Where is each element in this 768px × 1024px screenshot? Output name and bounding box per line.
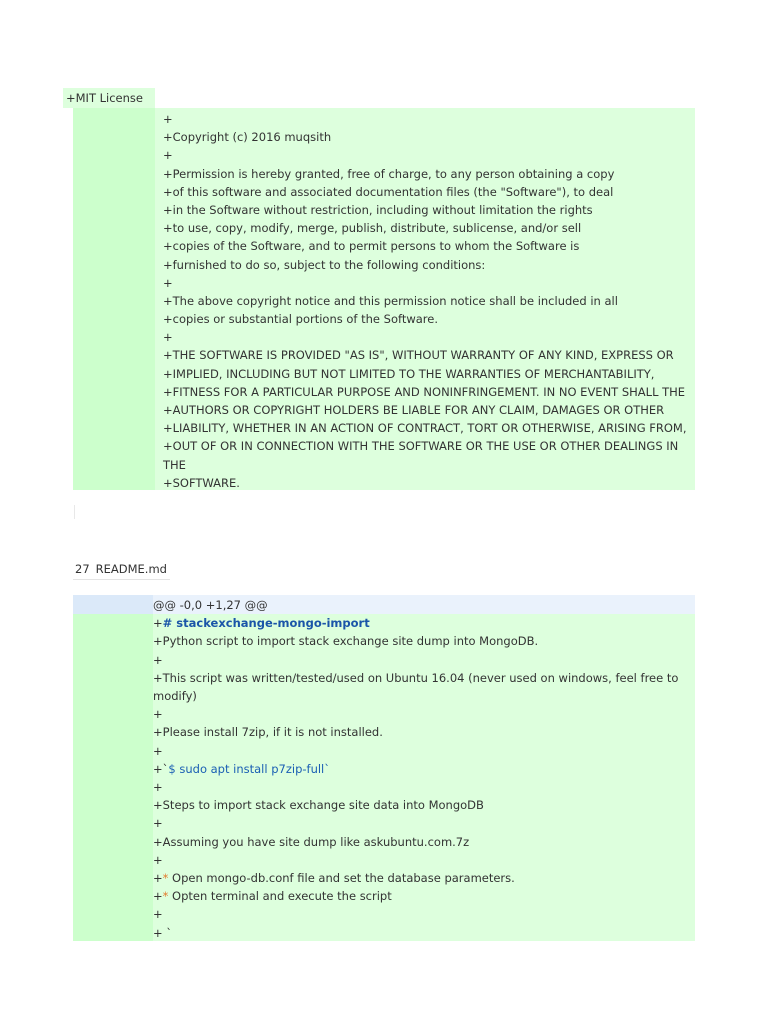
license-diff-lines	[163, 110, 693, 492]
hunk-gutter	[73, 595, 153, 614]
diff-line	[153, 869, 693, 887]
diff-plus: +`	[153, 761, 169, 776]
diff-line: +	[163, 112, 173, 126]
diff-line: +	[153, 743, 163, 758]
diff-line: +Assuming you have site dump like askubuntu.com.7z	[153, 834, 470, 849]
diff-line	[153, 760, 693, 778]
diff-line: +	[153, 707, 163, 722]
diff-line: +FITNESS FOR A PARTICULAR PURPOSE AND NONINFRINGEMENT. IN NO EVENT SHALL THE	[163, 384, 686, 399]
list-item-text: Opten terminal and execute the script	[168, 889, 392, 904]
diff-line: +	[163, 275, 173, 290]
markdown-code: $ sudo apt install p7zip-full`	[168, 761, 330, 776]
diff-plus: +	[153, 871, 163, 886]
diff-line	[153, 887, 693, 905]
diff-line: +AUTHORS OR COPYRIGHT HOLDERS BE LIABLE FOR ANY CLAIM, DAMAGES OR OTHER	[163, 403, 665, 417]
license-line-number-gutter	[73, 108, 155, 490]
diff-line: +Python script to import stack exchange site dump into MongoDB.	[153, 634, 539, 649]
readme-line-number-gutter	[73, 595, 153, 941]
list-bullet: *	[162, 871, 169, 886]
diff-line: THE	[163, 457, 186, 472]
file-header[interactable]	[73, 560, 170, 580]
diff-plus: +	[153, 616, 163, 631]
markdown-heading: # stackexchange-mongo-import	[162, 616, 370, 631]
diff-line: +copies of the Software, and to permit persons to whom the Software is	[163, 239, 580, 254]
diff-line: +to use, copy, modify, merge, publish, distribute, sublicense, and/or sell	[163, 221, 582, 236]
diff-line: +This script was written/tested/used on Ubuntu 16.04 (never used on windows, feel free to modify)	[153, 670, 679, 704]
diff-line: +in the Software without restriction, including without limitation the rights	[163, 202, 593, 217]
diff-line: +	[153, 652, 163, 667]
diff-line: +	[163, 148, 173, 163]
diff-plus: +	[153, 889, 163, 904]
diff-line: +	[153, 852, 163, 867]
diff-line: +	[153, 907, 163, 922]
diff-line: +furnished to do so, subject to the following conditions:	[163, 257, 486, 272]
diff-line: +Steps to import stack exchange site data into MongoDB	[153, 798, 484, 813]
diff-line: +IMPLIED, INCLUDING BUT NOT LIMITED TO THE WARRANTIES OF MERCHANTABILITY,	[163, 366, 655, 381]
diff-line: +LIABILITY, WHETHER IN AN ACTION OF CONTRACT, TORT OR OTHERWISE, ARISING FROM,	[163, 421, 687, 436]
diff-line: +OUT OF OR IN CONNECTION WITH THE SOFTWARE OR THE USE OR OTHER DEALINGS IN	[163, 439, 679, 454]
diff-line: + `	[153, 925, 173, 940]
list-item-text: Open mongo-db.conf file and set the database parameters.	[168, 871, 515, 886]
hunk-header: @@ -0,0 +1,27 @@	[153, 598, 268, 612]
diff-line: +	[153, 816, 163, 831]
file-name[interactable]: README.md	[95, 562, 167, 576]
changed-lines-count: 27	[75, 562, 90, 576]
diff-line	[153, 614, 693, 632]
diff-line: +The above copyright notice and this permission notice shall be included in all	[163, 293, 618, 308]
diff-line: +THE SOFTWARE IS PROVIDED "AS IS", WITHOUT WARRANTY OF ANY KIND, EXPRESS OR	[163, 348, 674, 363]
diff-line: +of this software and associated documentation files (the "Software"), to deal	[163, 184, 614, 199]
diff-line: +	[163, 330, 173, 345]
readme-diff-lines	[153, 596, 693, 942]
divider	[74, 505, 75, 519]
diff-line: +SOFTWARE.	[163, 475, 240, 490]
license-title-line: +MIT License	[66, 91, 143, 105]
diff-line: +copies or substantial portions of the Software.	[163, 312, 439, 327]
diff-line: +Copyright (c) 2016 muqsith	[163, 130, 332, 145]
diff-line: +Please install 7zip, if it is not installed.	[153, 725, 383, 740]
diff-line: +Permission is hereby granted, free of charge, to any person obtaining a copy	[163, 166, 615, 181]
list-bullet: *	[162, 889, 169, 904]
diff-line: +	[153, 780, 163, 795]
